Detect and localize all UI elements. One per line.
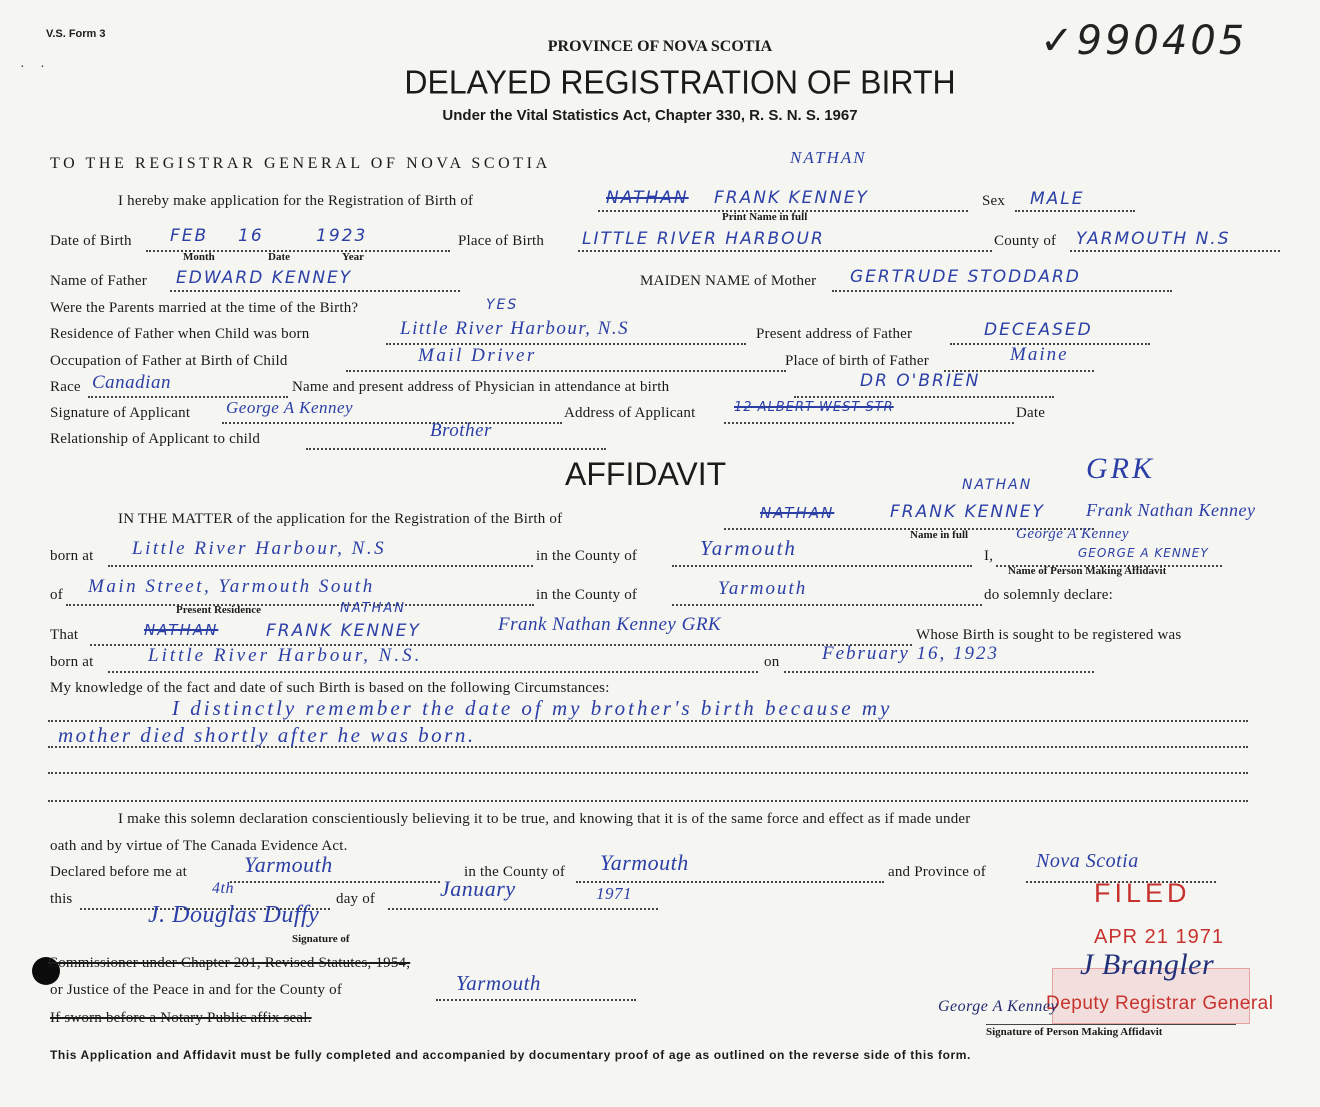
form-subtitle: Under the Vital Statistics Act, Chapter 330, R. S. N. S. 1967 <box>442 107 858 124</box>
sex-label: Sex <box>982 193 1006 209</box>
married-label: Were the Parents married at the time of the Birth? <box>50 300 359 316</box>
solemn-line-2: oath and by virtue of The Canada Evidence Act. <box>50 838 348 854</box>
born-county-value: Yarmouth <box>700 536 797 560</box>
born-at-label: born at <box>50 548 94 564</box>
affidavit-name-signed: Frank Nathan Kenney <box>1086 500 1256 520</box>
residence-label: Residence of Father when Child was born <box>50 326 310 342</box>
affidavit-name-caption: Name in full <box>910 529 969 541</box>
application-name-struck: NATHAN <box>606 188 689 208</box>
declared-county-value: Yarmouth <box>600 850 689 875</box>
that-name-value: FRANK KENNEY <box>266 621 421 641</box>
applicant-signature-value: George A Kenney <box>226 398 354 417</box>
province-value: Nova Scotia <box>1036 850 1139 872</box>
year-value: 1971 <box>596 884 632 903</box>
filed-date-stamp: APR 21 1971 <box>1094 926 1224 948</box>
declarant-name: GEORGE A KENNEY <box>1078 546 1209 560</box>
physician-value: DR O'BRIEN <box>860 371 981 391</box>
day-value: 4th <box>212 880 234 897</box>
dob-caption-month: Month <box>183 251 215 263</box>
province-label: and Province of <box>888 864 986 880</box>
mother-label: MAIDEN NAME of Mother <box>640 273 817 289</box>
file-number: 990405 <box>1076 18 1248 64</box>
born-at2-label: born at <box>50 654 94 670</box>
father-birthplace-value: Maine <box>1010 344 1069 365</box>
applicant-address-value: 12 ALBERT WEST STR <box>734 400 894 415</box>
knowledge-label: My knowledge of the fact and date of such Birth is based on the following Circumstances: <box>50 680 610 696</box>
dob-caption-year: Year <box>342 251 364 263</box>
county-label: County of <box>994 233 1057 249</box>
month-value: January <box>440 876 516 901</box>
signature-of-label: Signature of <box>292 933 350 945</box>
residence-county-value: Yarmouth <box>718 578 808 599</box>
form-title: DELAYED REGISTRATION OF BIRTH <box>404 63 956 101</box>
justice-text: or Justice of the Peace in and for the County of <box>50 982 343 998</box>
date-label: Date <box>1016 405 1046 421</box>
day-of-label: day of <box>336 891 376 907</box>
that-name-insert: NATHAN <box>340 601 407 616</box>
relationship-label: Relationship of Applicant to child <box>50 431 261 447</box>
paper-specks: · · <box>20 60 51 75</box>
commissioner-signature: J. Douglas Duffy <box>148 902 320 928</box>
matter-text: IN THE MATTER of the application for the Registration of the Birth of <box>118 511 563 527</box>
declarant-signature: George A Kenney <box>938 998 1059 1015</box>
registrar-signature: J Brangler <box>1080 948 1215 981</box>
whose-birth-label: Whose Birth is sought to be registered was <box>916 627 1182 643</box>
declared-label: Declared before me at <box>50 864 188 880</box>
file-check-mark: ✓ <box>1040 18 1077 64</box>
on-label: on <box>764 654 780 670</box>
married-value: YES <box>486 297 519 313</box>
born-county-label: in the County of <box>536 548 638 564</box>
registrar-title: Deputy Registrar General <box>1046 993 1274 1014</box>
footer-note: This Application and Affidavit must be fully completed and accompanied by documentary proof of age as outlined on the reverse side of this form. <box>50 1048 971 1062</box>
dob-year: 1923 <box>316 226 368 246</box>
born-at2-value: Little River Harbour, N.S. <box>148 645 423 666</box>
that-label: That <box>50 627 79 643</box>
relationship-value: Brother <box>430 420 492 441</box>
affidavit-heading: AFFIDAVIT <box>565 456 727 492</box>
father-value: EDWARD KENNEY <box>176 268 353 288</box>
province-heading: PROVINCE OF NOVA SCOTIA <box>547 38 773 55</box>
that-name-signed: Frank Nathan Kenney GRK <box>498 614 722 635</box>
residence-county-label: in the County of <box>536 587 638 603</box>
filed-stamp: FILED <box>1094 878 1191 908</box>
present-address-value: DECEASED <box>984 320 1093 340</box>
born-at-value: Little River Harbour, N.S <box>132 538 387 559</box>
affidavit-name-struck: NATHAN <box>760 504 835 522</box>
i-label: I, <box>984 548 994 564</box>
this-label: this <box>50 891 73 907</box>
commissioner-text: Commissioner under Chapter 201, Revised Statutes, 1954, <box>48 955 411 971</box>
application-name-value: FRANK KENNEY <box>714 188 869 208</box>
circumstance-line-2: mother died shortly after he was born. <box>58 723 476 747</box>
declarant-caption: Name of Person Making Affidavit <box>1008 565 1167 577</box>
residence-caption: Present Residence <box>176 604 262 616</box>
dob-date: 16 <box>238 226 264 246</box>
declarant-signature-caption: Signature of Person Making Affidavit <box>986 1026 1163 1038</box>
notary-text: If sworn before a Notary Public affix seal. <box>50 1010 312 1026</box>
applicant-signature-label: Signature of Applicant <box>50 405 191 421</box>
declarant-signature-inline: George A Kenney <box>1016 526 1130 542</box>
of-label: of <box>50 587 63 603</box>
dob-label: Date of Birth <box>50 233 132 249</box>
pob-label: Place of Birth <box>458 233 545 249</box>
mother-value: GERTRUDE STODDARD <box>850 267 1081 287</box>
sex-value: MALE <box>1030 189 1085 209</box>
application-lead: I hereby make application for the Registration of Birth of <box>118 193 474 209</box>
race-value: Canadian <box>92 372 171 393</box>
on-value: February 16, 1923 <box>822 643 1000 664</box>
present-address-label: Present address of Father <box>756 326 913 342</box>
addressee: TO THE REGISTRAR GENERAL OF NOVA SCOTIA <box>50 155 551 172</box>
county-value: YARMOUTH N.S <box>1076 229 1231 249</box>
name-caption: Print Name in full <box>722 211 808 223</box>
application-name-insert: NATHAN <box>790 148 867 167</box>
solemn-line-1: I make this solemn declaration conscientiously believing it to be true, and knowing that it is of the same force and effect as if made under <box>118 811 971 827</box>
affidavit-name-insert: NATHAN <box>962 477 1033 493</box>
applicant-address-label: Address of Applicant <box>564 405 696 421</box>
father-birthplace-label: Place of birth of Father <box>785 353 929 369</box>
occupation-value: Mail Driver <box>418 345 537 366</box>
that-name-struck: NATHAN <box>144 621 219 639</box>
physician-label: Name and present address of Physician in attendance at birth <box>292 379 670 395</box>
declare-label: do solemnly declare: <box>984 587 1113 603</box>
father-label: Name of Father <box>50 273 147 289</box>
race-label: Race <box>50 379 81 395</box>
dob-caption-date: Date <box>268 251 290 263</box>
dob-month: FEB <box>170 226 209 246</box>
justice-county: Yarmouth <box>456 971 541 995</box>
form-code: V.S. Form 3 <box>46 28 106 40</box>
residence-value: Little River Harbour, N.S <box>400 318 630 339</box>
affidavit-name-value: FRANK KENNEY <box>890 502 1045 522</box>
pob-value: LITTLE RIVER HARBOUR <box>582 229 825 249</box>
declared-place: Yarmouth <box>244 852 333 877</box>
declared-county-label: in the County of <box>464 864 566 880</box>
circumstance-line-1: I distinctly remember the date of my brother's birth because my <box>172 696 893 720</box>
affidavit-initials: GRK <box>1086 452 1155 485</box>
residence-present-value: Main Street, Yarmouth South <box>88 576 375 597</box>
occupation-label: Occupation of Father at Birth of Child <box>50 353 288 369</box>
